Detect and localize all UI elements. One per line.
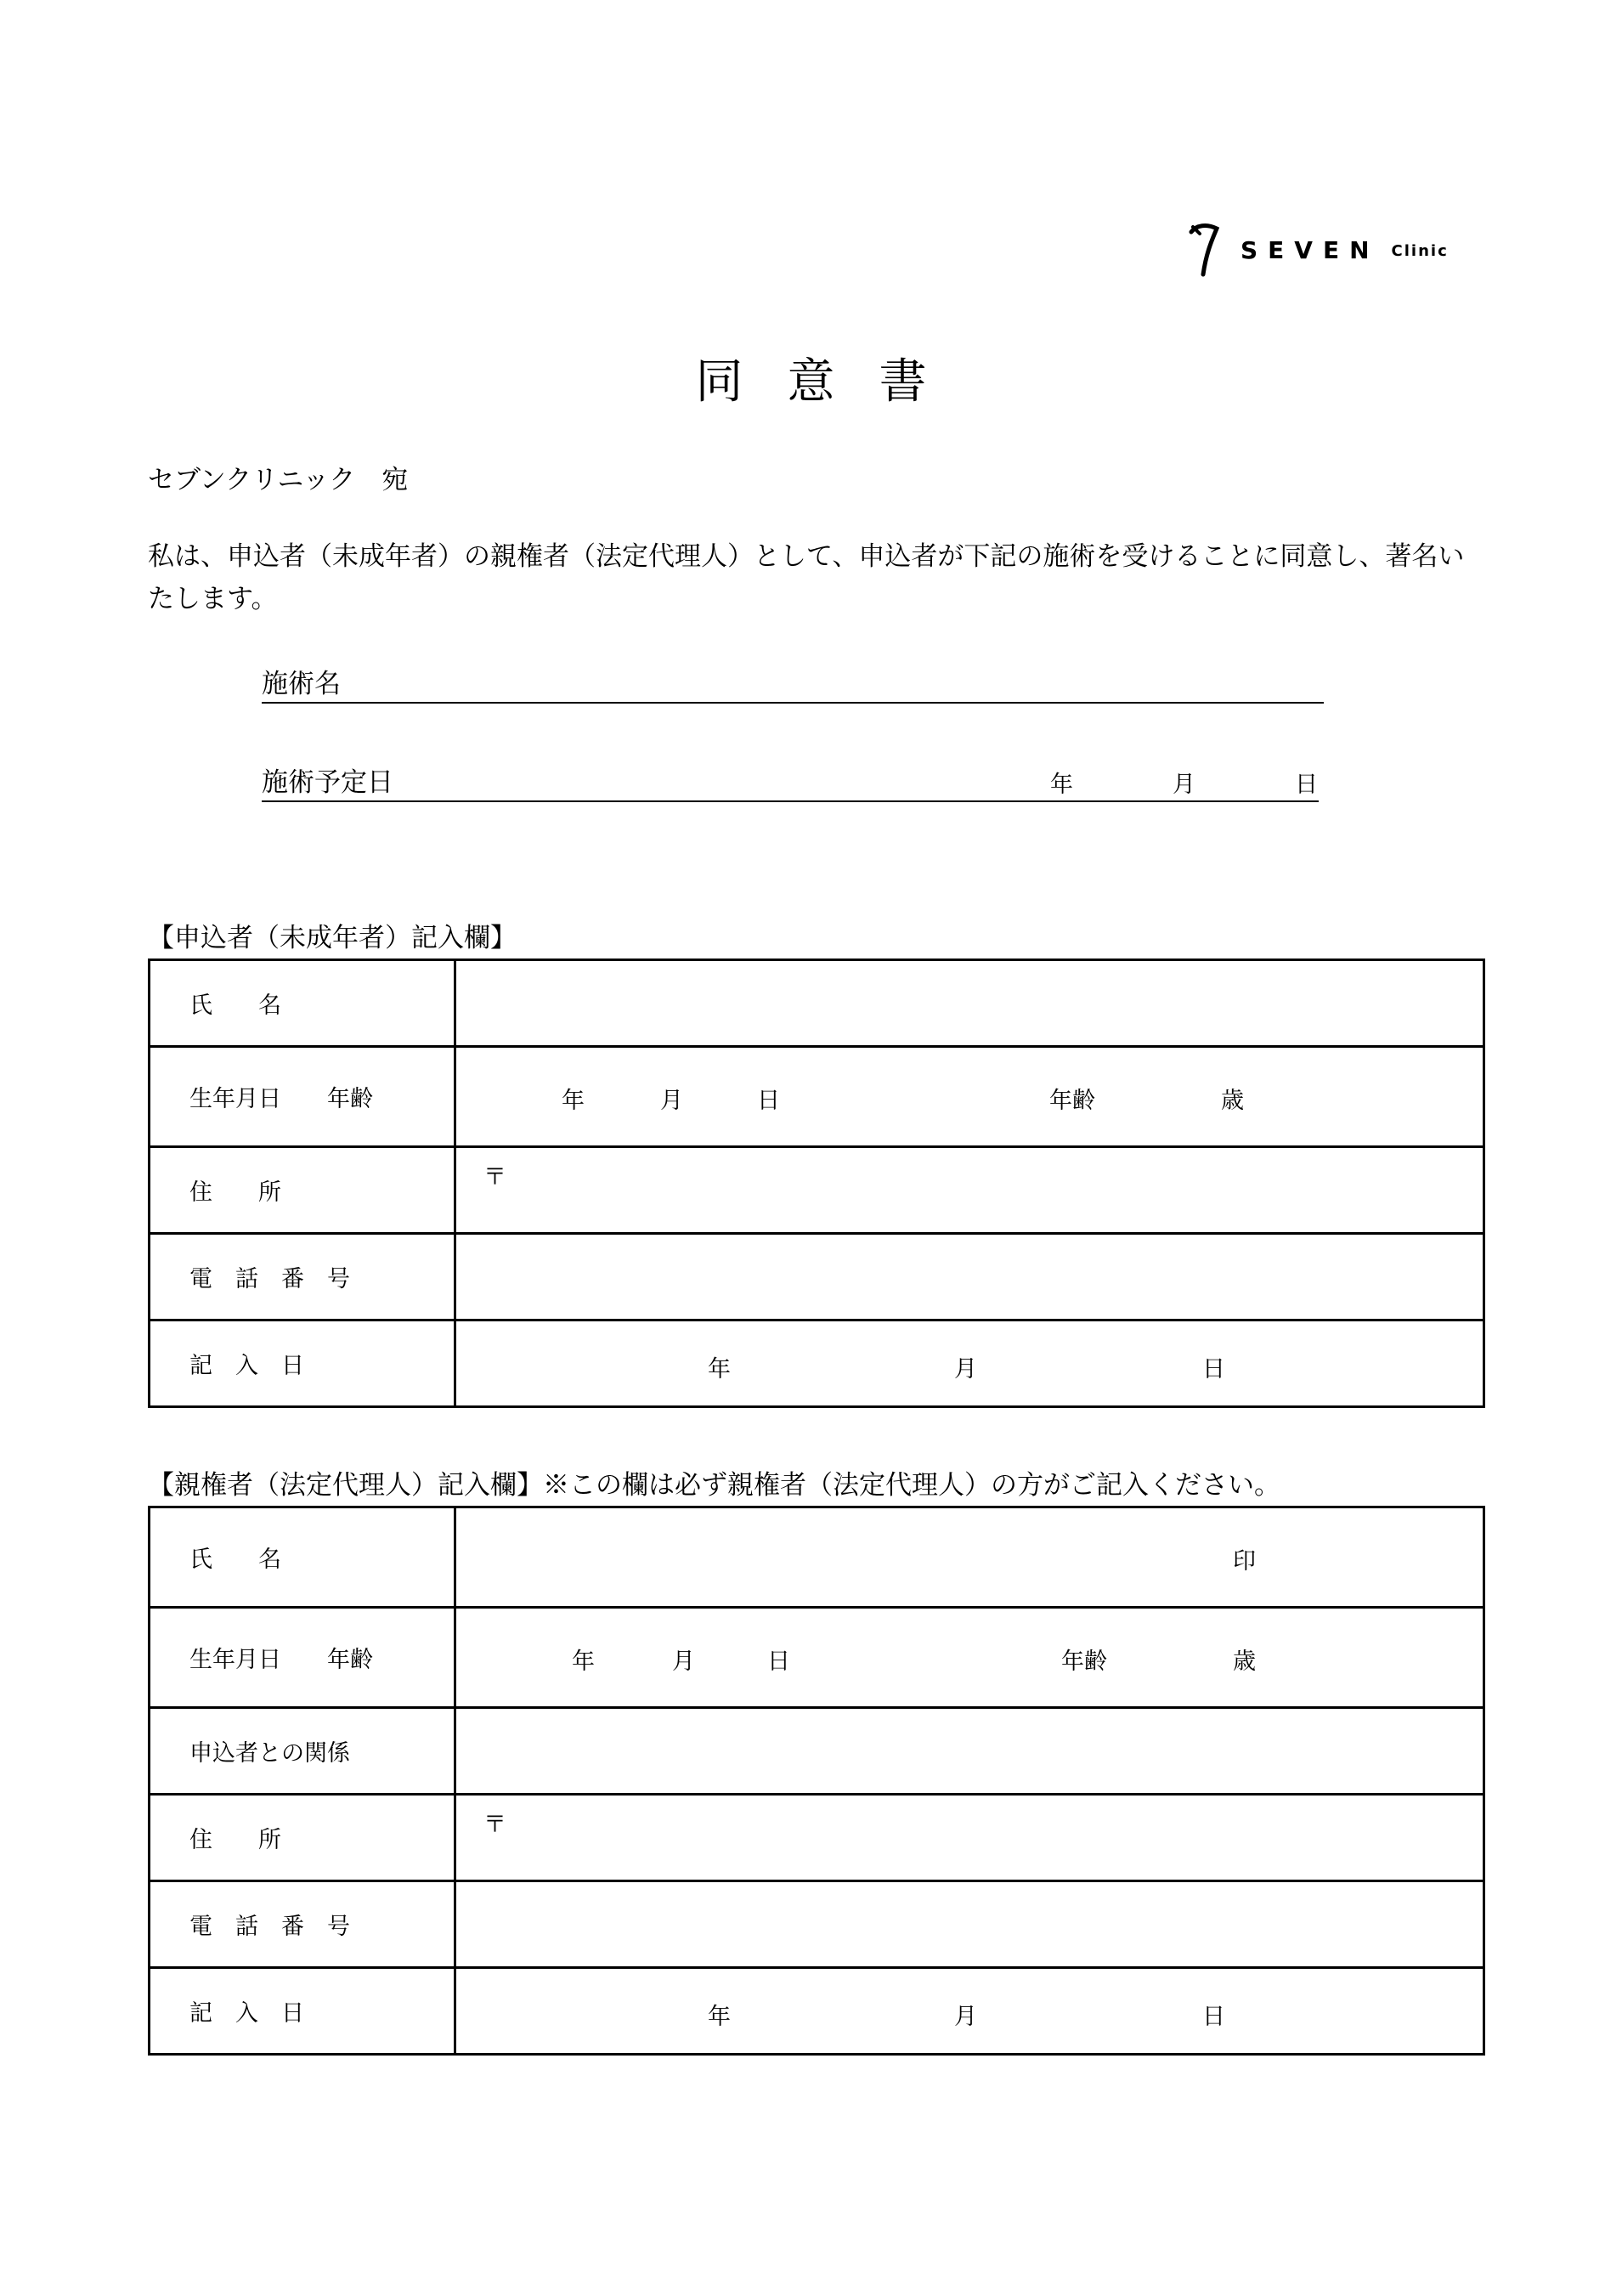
applicant-entry-date-field[interactable]: [455, 1320, 1484, 1407]
applicant-birth-month: 月: [660, 1088, 683, 1114]
applicant-heading: 【申込者（未成年者）記入欄】: [148, 923, 517, 953]
procedure-name-label: 施術名: [262, 669, 341, 699]
addressee: セブンクリニック 宛: [148, 465, 409, 495]
applicant-birth-day: 日: [757, 1088, 780, 1114]
page-title: 同意書: [695, 354, 971, 410]
guardian-entry-day: 日: [1202, 2004, 1225, 2030]
applicant-postal-mark: 〒: [483, 1164, 506, 1190]
consent-statement: 私は、申込者（未成年者）の親権者（法定代理人）として、申込者が下記の施術を受けることに同意し、著名いたします。: [148, 541, 1465, 614]
applicant-entry-day: 日: [1202, 1356, 1225, 1383]
applicant-birth-label: 生年月日 年齢: [150, 1047, 455, 1147]
procedure-month: 月: [1173, 772, 1195, 798]
applicant-entry-month: 月: [954, 1356, 977, 1383]
guardian-relation-label: 申込者との関係: [150, 1708, 455, 1795]
clinic-logo: [1188, 219, 1449, 280]
procedure-day: 日: [1295, 772, 1318, 798]
guardian-entry-date-label: 記 入 日: [150, 1968, 455, 2055]
guardian-relation-field[interactable]: [455, 1708, 1484, 1795]
applicant-address-field[interactable]: [455, 1147, 1484, 1234]
applicant-birth-year: 年: [562, 1088, 585, 1114]
procedure-date-label: 施術予定日: [262, 767, 393, 798]
applicant-table: [148, 959, 1485, 1408]
guardian-birth-field[interactable]: [455, 1608, 1484, 1708]
applicant-name-label: 氏 名: [150, 960, 455, 1047]
applicant-address-label: 住 所: [150, 1147, 455, 1234]
guardian-age-label: 年齢: [1061, 1648, 1107, 1675]
applicant-phone-field[interactable]: [455, 1234, 1484, 1320]
guardian-birth-year: 年: [572, 1648, 595, 1675]
guardian-birth-label: 生年月日 年齢: [150, 1608, 455, 1708]
guardian-entry-year: 年: [708, 2004, 731, 2030]
applicant-birth-field[interactable]: [455, 1047, 1484, 1147]
procedure-year: 年: [1050, 772, 1073, 798]
guardian-name-field[interactable]: [455, 1507, 1484, 1608]
logo-sub: Clinic: [1391, 241, 1449, 260]
guardian-address-label: 住 所: [150, 1795, 455, 1881]
applicant-entry-year: 年: [708, 1356, 731, 1383]
applicant-phone-label: 電 話 番 号: [150, 1234, 455, 1320]
guardian-entry-date-field[interactable]: [455, 1968, 1484, 2055]
guardian-heading: 【親権者（法定代理人）記入欄】※この欄は必ず親権者（法定代理人）の方がご記入ください。: [148, 1470, 1280, 1501]
guardian-name-label: 氏 名: [150, 1507, 455, 1608]
guardian-birth-day: 日: [767, 1648, 790, 1675]
applicant-age-label: 年齢: [1049, 1088, 1095, 1114]
applicant-entry-date-label: 記 入 日: [150, 1320, 455, 1407]
seven-logo-icon: [1188, 222, 1222, 278]
guardian-postal-mark: 〒: [483, 1812, 506, 1838]
guardian-birth-month: 月: [672, 1648, 695, 1675]
guardian-phone-label: 電 話 番 号: [150, 1881, 455, 1968]
guardian-entry-month: 月: [954, 2004, 977, 2030]
guardian-phone-field[interactable]: [455, 1881, 1484, 1968]
applicant-name-field[interactable]: [455, 960, 1484, 1047]
guardian-age-unit: 歳: [1233, 1648, 1256, 1675]
guardian-seal-mark: 印: [1233, 1548, 1256, 1575]
procedure-name-field[interactable]: [262, 664, 1324, 704]
logo-brand: SEVEN: [1241, 235, 1380, 264]
procedure-date-field[interactable]: [262, 763, 1319, 802]
guardian-table: [148, 1506, 1485, 2056]
guardian-address-field[interactable]: [455, 1795, 1484, 1881]
applicant-age-unit: 歳: [1221, 1088, 1244, 1114]
